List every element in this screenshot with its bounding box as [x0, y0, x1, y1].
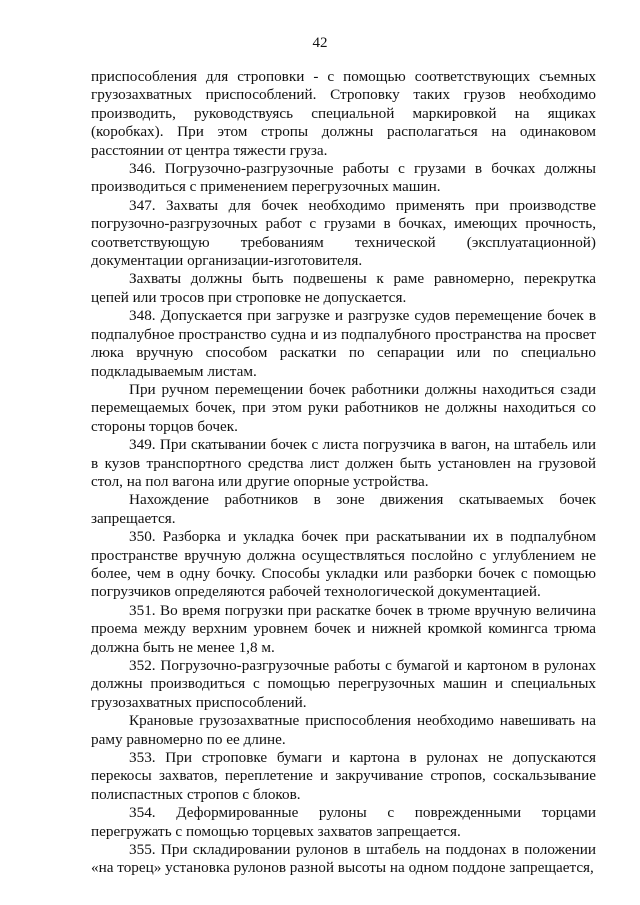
paragraph-353: 353. При строповке бумаги и картона в рулонах не допускаются перекосы захватов, переплетение и закручивание стропов, соскальзывание полиспастных стропов с блоков. — [91, 749, 596, 803]
paragraph-347-note: Захваты должны быть подвешены к раме равномерно, перекрутка цепей или тросов при строповке не допускается. — [91, 270, 596, 306]
paragraph-continuation: приспособления для строповки - с помощью соответствующих съемных грузозахватных приспособлений. Строповку таких грузов необходимо производить, руководствуясь специальной маркировкой на ящиках (коробках). При этом стропы должны располагаться на одинаковом расстоянии от центра тяжести груза. — [91, 68, 596, 159]
paragraph-346: 346. Погрузочно-разгрузочные работы с грузами в бочках должны производиться с применением перегрузочных машин. — [91, 160, 596, 196]
paragraph-351: 351. Во время погрузки при раскатке бочек в трюме вручную величина проема между верхним уровнем бочек и нижней кромкой комингса трюма должна быть не менее 1,8 м. — [91, 601, 596, 656]
paragraph-348-note: При ручном перемещении бочек работники должны находиться сзади перемещаемых бочек, при этом руки работников не должны находиться со стороны торцов бочек. — [91, 380, 596, 435]
paragraph-349-note: Нахождение работников в зоне движения скатываемых бочек запрещается. — [91, 491, 596, 527]
document-body — [91, 68, 596, 878]
paragraph-350: 350. Разборка и укладка бочек при раскатывании их в подпалубном пространстве вручную должна осуществляться послойно с углублением не более, чем в одну бочку. Способы укладки или разборки бочек с помощью погрузчиков определяются рабочей технологической документацией. — [91, 528, 596, 601]
paragraph-348: 348. Допускается при загрузке и разгрузке судов перемещение бочек в подпалубное пространство судна и из подпалубного пространства на просвет люка вручную способом раскатки по сепарации или по специально подкладываемым листам. — [91, 307, 596, 380]
paragraph-352-note: Крановые грузозахватные приспособления необходимо навешивать на раму равномерно по ее длине. — [91, 712, 596, 748]
page-number: 42 — [312, 35, 328, 51]
paragraph-347: 347. Захваты для бочек необходимо применять при производстве погрузочно-разгрузочных работ с грузами в бочках, имеющих прочность, соответствующую требованиям технической (эксплуатационной) документации организации-изготовителя. — [91, 196, 596, 270]
paragraph-352: 352. Погрузочно-разгрузочные работы с бумагой и картоном в рулонах должны производиться с помощью перегрузочных машин и специальных грузозахватных приспособлений. — [91, 657, 596, 711]
paragraph-355: 355. При складировании рулонов в штабель на поддонах в положении «на торец» установка рулонов разной высоты на одном поддоне запрещается, — [91, 841, 596, 877]
paragraph-349: 349. При скатывании бочек с листа погрузчика в вагон, на штабель или в кузов транспортного средства лист должен быть установлен на грузовой стол, на пол вагона или другие опорные устройства. — [91, 436, 596, 490]
paragraph-354: 354. Деформированные рулоны с поврежденными торцами перегружать с помощью торцевых захватов запрещается. — [91, 804, 596, 840]
